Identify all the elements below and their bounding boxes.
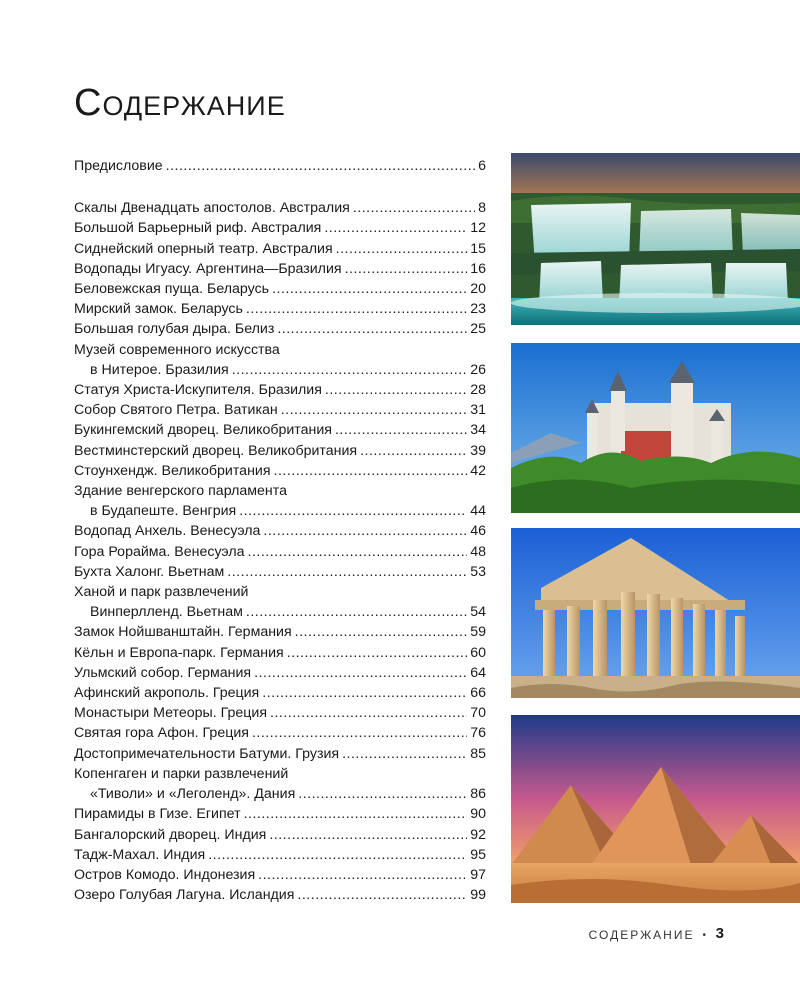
dot-leader [325, 380, 467, 400]
toc-entry-page: 6 [478, 158, 486, 174]
toc-entry[interactable] [74, 885, 486, 905]
dot-leader [342, 744, 467, 764]
toc-entry-page: 92 [470, 826, 486, 843]
toc-entry-page: 34 [470, 422, 486, 439]
toc-entry-page: 86 [470, 786, 486, 803]
toc-entry-title: Вестминстерский дворец. Великобритания [74, 442, 358, 459]
toc-entry[interactable] [74, 279, 486, 299]
toc-entry-page: 39 [470, 442, 486, 459]
toc-entry[interactable] [74, 218, 486, 238]
toc-entry-title: Мирский замок. Беларусь [74, 301, 243, 318]
toc-entry[interactable] [74, 156, 486, 176]
toc-entry-page: 53 [470, 563, 486, 580]
toc-entry[interactable] [74, 602, 486, 622]
toc-entry-page: 25 [470, 321, 486, 338]
pyramids-photo [511, 715, 800, 903]
dot-leader [262, 683, 467, 703]
toc-entry[interactable] [74, 865, 486, 885]
dot-leader [232, 360, 468, 380]
dot-leader [287, 643, 468, 663]
dot-leader [274, 461, 468, 481]
toc-entry-page: 48 [470, 543, 486, 560]
dot-leader [227, 562, 467, 582]
toc-entry[interactable] [74, 400, 486, 420]
toc-entry-title: Тадж-Махал. Индия [74, 846, 206, 863]
toc-entry-page: 26 [470, 361, 486, 378]
toc-entry-title: Достопримечательности Батуми. Грузия [74, 745, 340, 762]
toc-entry-page: 44 [470, 503, 486, 520]
toc-entry-page: 76 [470, 725, 486, 742]
toc-entry-title: Монастыри Метеоры. Греция [74, 705, 268, 722]
dot-leader [244, 804, 468, 824]
waterfall-photo [511, 153, 800, 325]
toc-entry-page: 15 [470, 240, 486, 257]
dot-leader [258, 865, 467, 885]
toc-entry[interactable] [74, 643, 486, 663]
dot-leader [239, 501, 467, 521]
toc-entry-page: 31 [470, 402, 486, 419]
toc-entry[interactable] [74, 319, 486, 339]
dot-leader [336, 239, 468, 259]
toc-entry-page: 99 [470, 887, 486, 904]
toc-entry-title: Водопад Анхель. Венесуэла [74, 523, 261, 540]
toc-entry[interactable] [74, 521, 486, 541]
toc-entry-title: Большая голубая дыра. Белиз [74, 321, 275, 338]
toc-entry-page: 16 [470, 260, 486, 277]
toc-entry[interactable] [74, 542, 486, 562]
toc-entry[interactable] [74, 744, 486, 764]
toc-entry-page: 64 [470, 664, 486, 681]
dot-leader [252, 723, 467, 743]
toc-entry-title: Остров Комодо. Индонезия [74, 866, 256, 883]
acropolis-photo [511, 528, 800, 698]
toc-entry[interactable] [74, 360, 486, 380]
dot-leader [270, 703, 467, 723]
toc-entry-title: Сиднейский оперный театр. Австралия [74, 240, 333, 257]
toc-entry-page: 90 [470, 806, 486, 823]
toc-entry[interactable] [74, 501, 486, 521]
footer-separator: • [702, 929, 708, 941]
dot-leader [248, 542, 468, 562]
toc-entry-title: Предисловие [74, 158, 163, 174]
footer-section-label: СОДЕРЖАНИЕ [588, 928, 695, 942]
toc-entry-title: Святая гора Афон. Греция [74, 725, 249, 742]
dot-leader [166, 156, 475, 176]
toc-entry-title: Озеро Голубая Лагуна. Исландия [74, 887, 295, 904]
dot-leader [263, 521, 467, 541]
toc-entry[interactable] [74, 461, 486, 481]
toc-entry-title: Бухта Халонг. Вьетнам [74, 563, 225, 580]
toc-entry-page: 66 [470, 685, 486, 702]
toc-entry[interactable] [74, 845, 486, 865]
toc-entry-heading[interactable]: Копенгаген и парки развлечений [74, 765, 289, 782]
toc-entry-page: 97 [470, 866, 486, 883]
toc-entry-title: «Тиволи» и «Леголенд». Дания [90, 786, 296, 803]
toc-entry[interactable] [74, 441, 486, 461]
dot-leader [246, 299, 467, 319]
toc-entry-title: Гора Рорайма. Венесуэла [74, 543, 245, 560]
page-footer [588, 925, 724, 942]
toc-entry-title: Кёльн и Европа-парк. Германия [74, 644, 284, 661]
toc-entry-title: Винперлленд. Вьетнам [90, 604, 243, 621]
toc-entry-heading[interactable]: Ханой и парк развлечений [74, 584, 249, 601]
dot-leader [208, 845, 467, 865]
toc-entry[interactable] [74, 622, 486, 642]
toc-entry[interactable] [74, 683, 486, 703]
page-number: 3 [715, 925, 724, 942]
dot-leader [272, 279, 467, 299]
dot-leader [254, 663, 467, 683]
toc-entry[interactable] [74, 420, 486, 440]
toc-entry[interactable] [74, 804, 486, 824]
toc-entry-title: Стоунхендж. Великобритания [74, 462, 271, 479]
toc-entry-page: 20 [470, 281, 486, 298]
toc-spacer [74, 176, 486, 198]
toc-entry-page: 12 [470, 220, 486, 237]
dot-leader [246, 602, 467, 622]
toc-entry-title: Собор Святого Петра. Ватикан [74, 402, 278, 419]
toc-entry-page: 42 [470, 462, 486, 479]
page-title: Содержание [74, 82, 286, 124]
toc-entry-page: 70 [470, 705, 486, 722]
dot-leader [324, 218, 467, 238]
toc-entry[interactable] [74, 723, 486, 743]
castle-photo [511, 343, 800, 513]
toc-entry-title: Беловежская пуща. Беларусь [74, 281, 270, 298]
toc-entry-title: Пирамиды в Гизе. Египет [74, 806, 241, 823]
dot-leader [281, 400, 468, 420]
toc-entry-title: Статуя Христа-Искупителя. Бразилия [74, 382, 322, 399]
toc-entry-page: 59 [470, 624, 486, 641]
toc-entry-title: в Нитерое. Бразилия [90, 361, 229, 378]
toc-entry-title: Водопады Игуасу. Аргентина—Бразилия [74, 260, 342, 277]
toc-entry[interactable] [74, 703, 486, 723]
toc-entry[interactable] [74, 380, 486, 400]
dot-leader [295, 622, 468, 642]
toc-entry[interactable] [74, 239, 486, 259]
toc-entry-heading[interactable]: Музей современного искусства [74, 341, 280, 358]
dot-leader [269, 825, 467, 845]
table-of-contents [74, 156, 486, 905]
toc-entry-heading[interactable]: Здание венгерского парламента [74, 483, 287, 500]
dot-leader [353, 198, 475, 218]
toc-entry[interactable] [74, 663, 486, 683]
toc-entry-title: Афинский акрополь. Греция [74, 685, 260, 702]
toc-entry-title: Бангалорский дворец. Индия [74, 826, 267, 843]
toc-entry[interactable] [74, 825, 486, 845]
dot-leader [335, 420, 467, 440]
toc-entry-title: Замок Нойшванштайн. Германия [74, 624, 292, 641]
toc-entry-page: 23 [470, 301, 486, 318]
toc-entry-title: в Будапеште. Венгрия [90, 503, 237, 520]
toc-entry-page: 46 [470, 523, 486, 540]
toc-entry[interactable] [74, 259, 486, 279]
toc-entry-page: 85 [470, 745, 486, 762]
toc-entry-page: 60 [470, 644, 486, 661]
dot-leader [277, 319, 467, 339]
toc-entry[interactable] [74, 299, 486, 319]
dot-leader [360, 441, 467, 461]
toc-entry[interactable] [74, 784, 486, 804]
toc-entry-title: Ульмский собор. Германия [74, 664, 252, 681]
toc-entry-page: 95 [470, 846, 486, 863]
toc-entry-title: Большой Барьерный риф. Австралия [74, 220, 322, 237]
dot-leader [345, 259, 468, 279]
toc-entry-page: 28 [470, 382, 486, 399]
dot-leader [297, 885, 467, 905]
toc-entry[interactable] [74, 198, 486, 218]
toc-entry[interactable] [74, 562, 486, 582]
toc-entry-page: 8 [478, 200, 486, 217]
toc-entry-title: Скалы Двенадцать апостолов. Австралия [74, 200, 350, 217]
toc-entry-title: Букингемский дворец. Великобритания [74, 422, 332, 439]
toc-entry-page: 54 [470, 604, 486, 621]
dot-leader [298, 784, 467, 804]
